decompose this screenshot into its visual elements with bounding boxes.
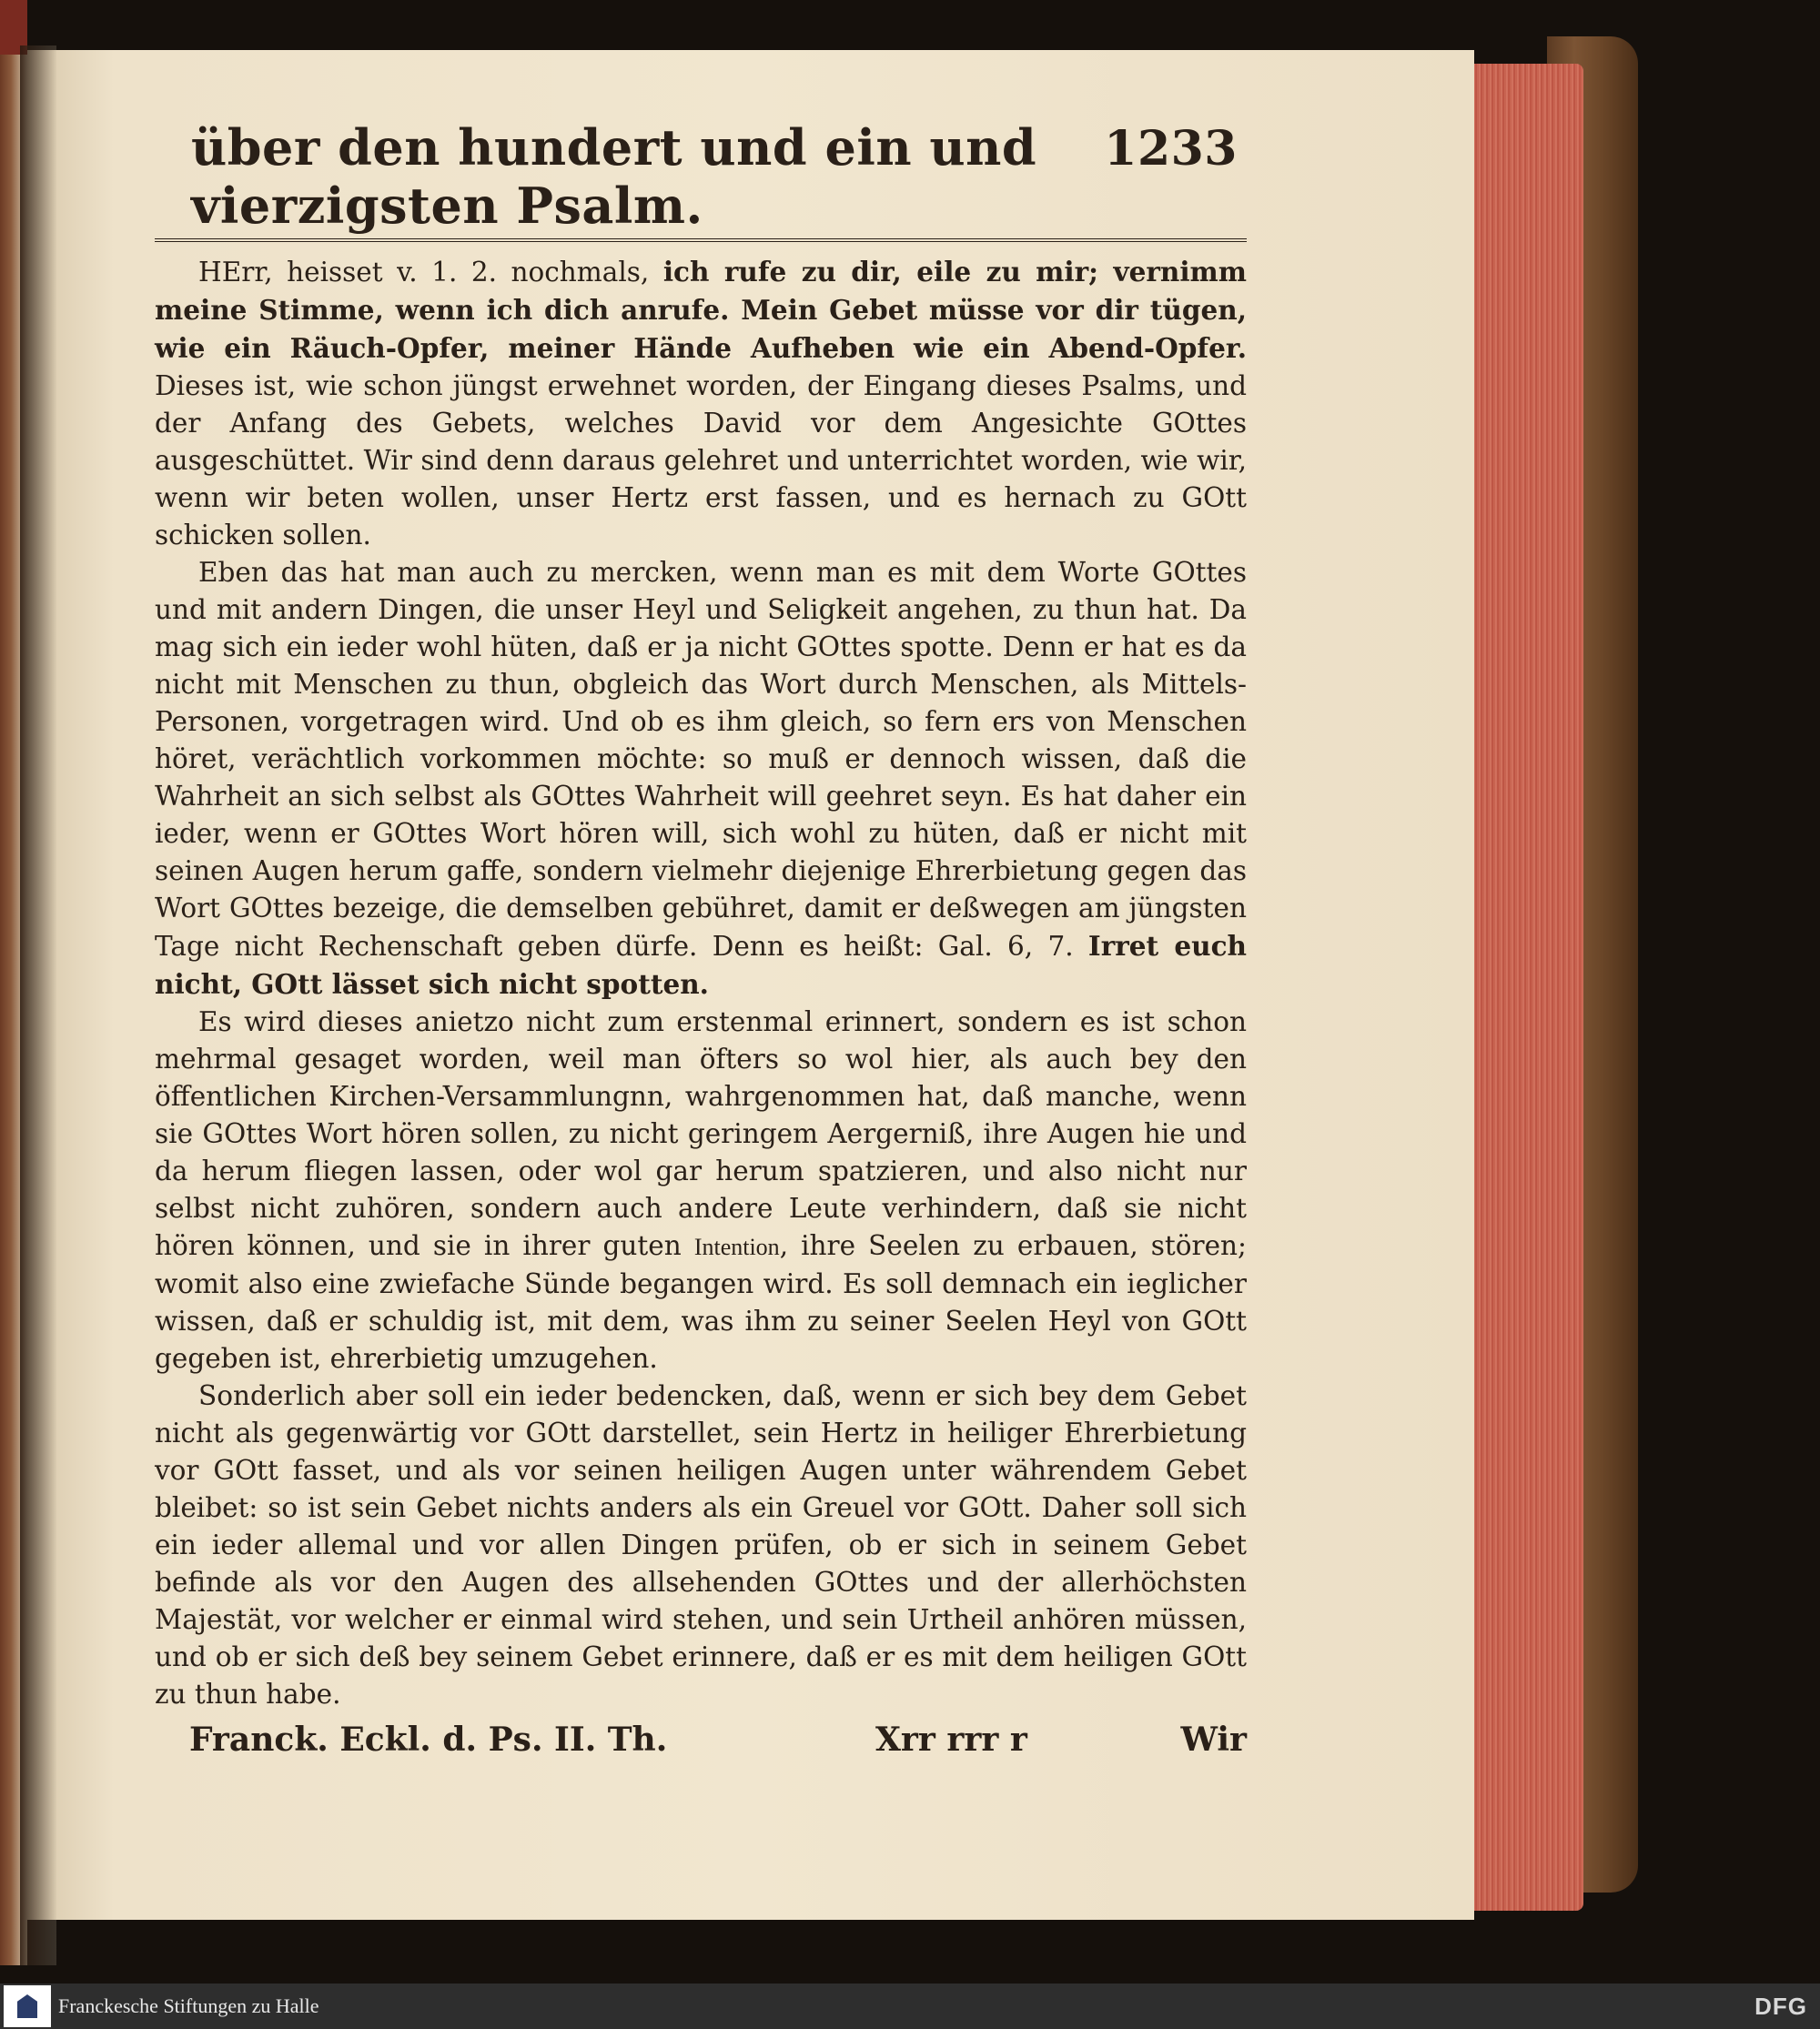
logo-house-icon [17, 1994, 37, 2018]
paragraph [155, 1378, 1247, 1713]
running-header [155, 118, 1247, 242]
paragraph [155, 554, 1247, 1004]
binding-gutter [20, 45, 56, 1965]
text-segment: Es wird dieses anietzo nicht zum erstenmal erinnert, sondern es ist schon mehrmal gesaget worden, weil man öfters so wol hier, als auch bey den öffentlichen Kirchen-Versammlungnn, wahrgenommen hat, daß manche, wenn sie GOttes Wort hören sollen, zu nicht geringem Aergerniß, ihre Augen hie und da herum fliegen lassen, oder wol gar herum spatzieren, und also nicht nur selbst nicht zuhören, sondern auch andere Leute verhindern, daß sie nicht hören können, und sie in ihrer guten [155, 1006, 1247, 1261]
page-number: 1233 [1104, 121, 1238, 177]
text-segment: Dieses ist, wie schon jüngst erwehnet worden, der Eingang dieses Psalms, und der Anfang des Gebets, welches David vor dem Angesichte GOttes ausgeschüttet. Wir sind denn daraus gelehret und unterrichtet worden, wie wir, wenn wir beten wollen, unser Hertz erst fassen, und es hernach zu GOtt schicken sollen. [155, 370, 1247, 550]
footer-title: Franck. Eckl. d. Ps. II. Th. [189, 1721, 668, 1759]
text-segment: Eben das hat man auch zu mercken, wenn man es mit dem Worte GOttes und mit andern Dingen, die unser Heyl und Seligkeit angehen, zu thun hat. Da mag sich ein ieder wohl hüten, daß er ja nicht GOttes spotte. Denn er hat es da nicht mit Menschen zu thun, obgleich das Wort durch Menschen, als Mittels-Personen, vorgetragen wird. Und ob es ihm gleich, so fern ers von Menschen höret, verächtlich vorkommen möchte: so muß er dennoch wissen, daß die Wahrheit an sich selbst als GOttes Wahrheit will geehret seyn. Es hat daher ein ieder, wenn er GOttes Wort hören will, sich wohl zu hüten, daß er nicht mit seinen Augen herum gaffe, sondern vielmehr diejenige Ehrerbietung gegen das Wort GOttes bezeige, die demselben gebühret, damit er deßwegen am jüngsten Tage nicht Rechenschaft geben dürfe. Denn es heißt: Gal. 6, 7. [155, 557, 1247, 962]
body-text [155, 253, 1247, 1713]
text-segment: , ihre Seelen zu erbauen, stören; womit also eine zwiefache Sünde begangen wird. Es soll demnach ein ieglicher wissen, daß er schuldig ist, mit dem, was ihm zu seiner Seelen Heyl von GOtt gegeben ist, ehrerbietig umzugehen. [155, 1230, 1247, 1374]
viewer-bottom-bar [0, 1984, 1820, 2029]
paragraph [155, 1004, 1247, 1378]
franckesche-stiftungen-logo-icon[interactable] [4, 1985, 51, 2027]
running-title: über den hundert und ein und vierzigsten Psalm. [191, 118, 1037, 235]
text-segment: Irret euch nicht, GOtt lässet sich nicht spotten. [155, 930, 1247, 1000]
page-content [155, 118, 1247, 1759]
text-segment: HErr, heisset v. 1. 2. nochmals, [198, 257, 663, 288]
text-segment: Intention [693, 1234, 780, 1260]
page-edges [1456, 64, 1583, 1911]
signature-mark: Xrr rrr r [875, 1721, 1027, 1759]
text-segment: ich rufe zu dir, eile zu mir; vernimm meine Stimme, wenn ich dich anrufe. Mein Gebet müsse vor dir tügen, wie ein Räuch-Opfer, meiner Hände Aufheben wie ein Abend-Opfer. [155, 256, 1247, 364]
text-segment: Sonderlich aber soll ein ieder bedencken, daß, wenn er sich bey dem Gebet nicht als gegenwärtig vor GOtt darstellet, sein Hertz in heiliger Ehrerbietung vor GOtt fasset, und als vor seinen heiligen Augen unter währendem Gebet bleibet: so ist sein Gebet nichts anders als ein Greuel vor GOtt. Daher soll sich ein ieder allemal und vor allen Dingen prüfen, ob er sich in seinem Gebet befinde als vor den Augen des allsehenden GOttes und der allerhöchsten Majestät, vor welcher er einmal wird stehen, und sein Urtheil anhören müssen, und ob er sich deß bey seinem Gebet erinnere, daß er es mit dem heiligen GOtt zu thun habe. [155, 1380, 1247, 1710]
paragraph [155, 253, 1247, 554]
institution-name[interactable]: Franckesche Stiftungen zu Halle [58, 1994, 319, 2017]
page-footer [155, 1721, 1247, 1759]
catchword: Wir [1180, 1721, 1247, 1759]
dfg-badge: DFG [1754, 1992, 1807, 2020]
